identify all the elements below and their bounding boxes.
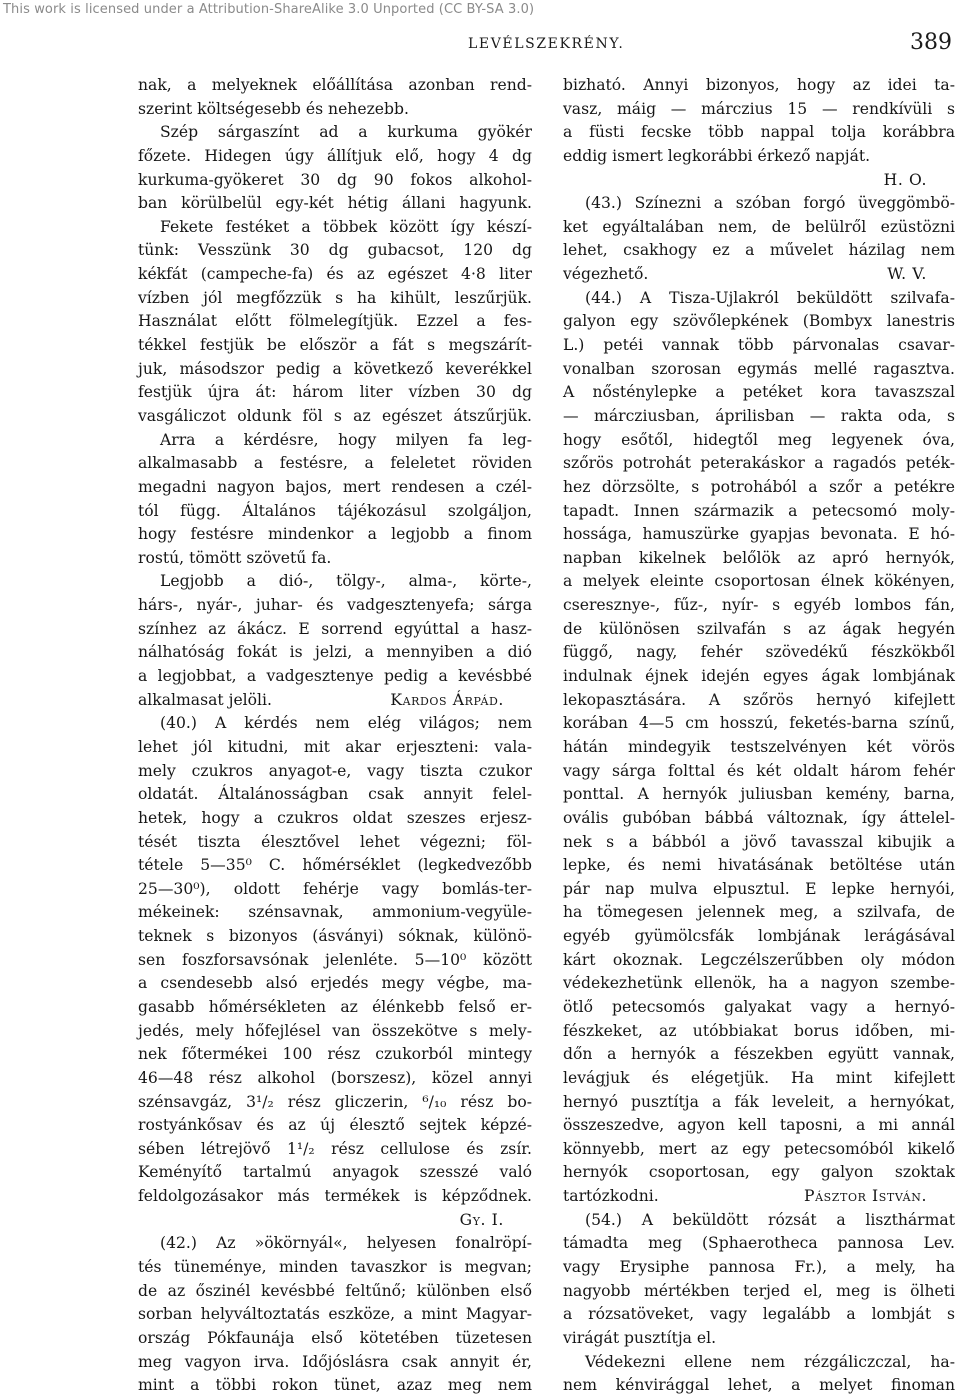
text-line (138, 405, 532, 429)
text-line (563, 570, 955, 594)
text-line (138, 1209, 532, 1233)
line-text: vagy Erysiphe pannosa Fr.), a mely, ha (563, 1258, 955, 1277)
line-text: hogy esőtől, hidegtől meg legyenek óva, (563, 430, 955, 449)
text-line (138, 334, 532, 358)
text-line (138, 287, 532, 311)
line-text: hez dörzsölte, s potrohából a szőr a petékre (563, 477, 955, 496)
text-line (138, 618, 532, 642)
text-line (138, 712, 532, 736)
text-line (138, 1303, 532, 1327)
line-text: vízben jól megfőzzük s ha kihült, leszűrjük. (138, 288, 532, 307)
line-text: a füsti fecske több nappal tolja korábbra (563, 123, 955, 142)
line-text: lepke, és nemi hivatásának betöltése után (563, 856, 955, 875)
line-text: Fekete festéket a többek között így készí- (160, 217, 532, 236)
line-text: hetek, hogy a czukros oldat szeszes erjesz- (138, 808, 532, 827)
text-line (563, 1232, 955, 1256)
line-text: a melyek eleinte csoportosan élnek kökényen, (563, 572, 955, 591)
line-text: (44.) A Tisza-Ujlakról beküldött szilvafa- (585, 288, 955, 307)
text-line (138, 1232, 532, 1256)
line-text: (54.) A beküldött rózsát a liszthármat (585, 1210, 955, 1229)
text-line (563, 925, 955, 949)
line-text: Használat előtt fölmelegítjük. Ezzel a fes- (138, 312, 532, 331)
text-line (138, 831, 532, 855)
line-text: lehet jól kitudni, mit akar erjeszteni: vala- (138, 737, 532, 756)
line-text: alkalmasat jelöli. (138, 690, 272, 709)
text-line (138, 74, 532, 98)
line-text: lehet, csakhogy ez a művelet házilag nem (563, 241, 955, 260)
text-line (138, 689, 532, 713)
text-line (138, 570, 532, 594)
text-line (563, 1043, 955, 1067)
line-text: eddig ismert legkorábbi érkező napját. (563, 146, 871, 165)
text-line (563, 547, 955, 571)
text-line (563, 74, 955, 98)
line-text: könnyebb, mert az egy petecsomóból kikelő (563, 1139, 955, 1158)
text-line (138, 239, 532, 263)
line-text: Legjobb a dió-, tölgy-, alma-, körte-, (160, 572, 532, 591)
text-line (563, 831, 955, 855)
line-text: tünk: Vesszünk 30 dg gubacsot, 120 dg (138, 241, 532, 260)
text-line (138, 263, 532, 287)
line-text: (40.) A kérdés nem elég világos; nem (160, 714, 532, 733)
line-text: ha tömegesen jelennek meg, a szilvafa, de (563, 903, 955, 922)
line-text: kárt okoznak. Legczélszerűbben oly módon (563, 950, 955, 969)
line-text: cseresznye-, fűz-, nyír- s egyéb lombos fán, (563, 596, 955, 615)
line-text: feldolgozásakor más termékek is képződnek. (138, 1187, 532, 1206)
text-line (563, 1020, 955, 1044)
line-text: festjük újra át: három liter vízben 30 dg (138, 383, 532, 402)
text-line (563, 121, 955, 145)
line-text: kékfát (campeche-fa) és az egészet 4·8 liter (138, 265, 532, 284)
text-line (563, 429, 955, 453)
text-line (563, 169, 955, 193)
left-column (138, 74, 532, 1398)
line-text: összeszedve, agyon kell taposni, a mi annál (563, 1116, 955, 1135)
line-text: virágát pusztítja el. (563, 1328, 717, 1347)
line-text: Arra a kérdésre, hogy milyen fa leg- (160, 430, 532, 449)
text-line (563, 334, 955, 358)
text-line (563, 1351, 955, 1375)
text-line (138, 1327, 532, 1351)
line-text: hernyó pusztítja a fák leveleit, a hernyókat, (563, 1092, 955, 1111)
text-line (138, 452, 532, 476)
line-text: hátán mindegyik testszelvényen két vörös (563, 737, 955, 756)
line-text: lekopasztására. A szőrös hernyó kifejlett (563, 690, 955, 709)
line-text: fészkeket, az utóbbiakat borus időben, mi- (563, 1021, 955, 1040)
text-line (563, 216, 955, 240)
line-text: szőrös potrohát peterakáskor a ragadós peték- (563, 454, 955, 473)
text-line (563, 901, 955, 925)
line-text: ovális gubóban bábbá változnak, így áttelel- (563, 808, 955, 827)
line-text: hárs-, nyár-, juhar- és vadgesztenyefa; sárga (138, 596, 532, 615)
text-line (563, 712, 955, 736)
line-text: oldatát. Általánosságban csak annyit felel- (138, 785, 532, 804)
text-line (563, 263, 955, 287)
line-text: levágjuk és elégetjük. Ha mint kifejlett (563, 1068, 955, 1087)
text-line (138, 594, 532, 618)
line-text: támadta meg (Sphaerotheca pannosa Lev. (563, 1234, 955, 1253)
line-text: tését tiszta élesztővel lehet végezni; föl- (138, 832, 532, 851)
text-line (138, 996, 532, 1020)
signature: H. O. (883, 170, 927, 189)
line-text: indulnak éjnek idején egyes ágak lombjának (563, 667, 955, 686)
text-line (563, 405, 955, 429)
line-text: kurkuma-gyökeret 30 dg 90 fokos alkohol- (138, 170, 532, 189)
text-line (563, 381, 955, 405)
text-line (138, 1256, 532, 1280)
text-line (138, 665, 532, 689)
line-text: a legjobbat, a vadgesztenye pedig a kevésbbé (138, 667, 532, 686)
text-line (138, 1138, 532, 1162)
line-text: végezhető. (563, 265, 649, 284)
text-line (563, 878, 955, 902)
text-line (563, 1091, 955, 1115)
line-text: hernyók csoportosan, egy galyon szoktak (563, 1163, 955, 1182)
text-line (138, 641, 532, 665)
text-line (563, 594, 955, 618)
right-column (563, 74, 955, 1398)
text-line (138, 878, 532, 902)
signature: Gy. I. (459, 1210, 504, 1229)
text-line (138, 760, 532, 784)
text-line (138, 1020, 532, 1044)
text-line (138, 429, 532, 453)
text-line (563, 641, 955, 665)
line-text: megadni nagyon bajos, mert rendesen a czél- (138, 477, 532, 496)
line-text: Védekezni ellene nem rézgáliczczal, ha- (585, 1352, 955, 1371)
text-line (138, 169, 532, 193)
text-line (138, 1067, 532, 1091)
text-line (563, 1185, 955, 1209)
text-line (563, 760, 955, 784)
line-text: teknek s bizonyos (ásványi) sóknak, különö- (138, 927, 532, 946)
line-text: tétele 5—35⁰ C. hőmérséklet (legkedvezőbb (138, 856, 532, 875)
text-line (138, 736, 532, 760)
text-line (138, 310, 532, 334)
text-line (138, 1351, 532, 1375)
text-line (138, 381, 532, 405)
text-line (563, 1209, 955, 1233)
text-line (563, 145, 955, 169)
line-text: ket egyáltalában nem, de belülről ezüstözni (563, 217, 955, 236)
line-text: függő, nagy, fehér szövedékű fészkökből (563, 643, 955, 662)
line-text: korában 4—5 cm hosszú, feketés-barna színű, (563, 714, 955, 733)
line-text: vasgáliczot oldunk föl s az egészet átszűrjük. (138, 406, 532, 425)
text-line (563, 1067, 955, 1091)
signature: Pásztor István. (804, 1187, 927, 1206)
line-text: ban körülbelül egy-két hétig állani hagyunk. (138, 194, 532, 213)
line-text: mékeinek: szénsavnak, ammonium-vegyüle- (138, 903, 532, 922)
line-text: vasz, máig — márczius 15 — rendkívüli s (563, 99, 955, 118)
text-line (563, 807, 955, 831)
text-line (138, 358, 532, 382)
text-line (138, 1043, 532, 1067)
text-line (563, 310, 955, 334)
text-line (563, 854, 955, 878)
line-text: sen foszforsavsónak jelenléte. 5—10⁰ között (138, 950, 532, 969)
text-line (563, 1256, 955, 1280)
text-line (563, 1303, 955, 1327)
text-line (138, 121, 532, 145)
text-line (138, 523, 532, 547)
line-text: A nősténylepke a petéket kora tavaszszal (563, 383, 955, 402)
line-text: nek főtermékei 100 rész czukorból mintegy (138, 1045, 532, 1064)
text-line (563, 972, 955, 996)
text-line (563, 1161, 955, 1185)
line-text: pár nap mulva elpusztul. E lepke hernyói, (563, 879, 955, 898)
text-line (138, 500, 532, 524)
line-text: galyon egy szövőlepkének (Bombyx lanestris (563, 312, 955, 331)
line-text: juk, másodszor pedig a következő keverékkel (138, 359, 532, 378)
line-text: bizható. Annyi bizonyos, hogy az idei ta- (563, 76, 955, 94)
line-text: hogy festésre mindenkor a legjobb a finom (138, 525, 532, 544)
text-line (138, 1091, 532, 1115)
line-text: tartózkodni. (563, 1187, 659, 1206)
text-line (563, 239, 955, 263)
text-line (563, 1138, 955, 1162)
line-text: gasabb hőmérsékleten az élénkebb felső er- (138, 997, 532, 1016)
text-line (563, 192, 955, 216)
text-line (563, 358, 955, 382)
line-text: tól függ. Általános tájékozásul szolgáljon, (138, 501, 532, 520)
text-line (563, 287, 955, 311)
text-line (563, 1280, 955, 1304)
text-line (138, 854, 532, 878)
text-line (563, 783, 955, 807)
line-text: 46—48 rész alkohol (borszesz), közel annyi (138, 1068, 532, 1087)
line-text: L.) petéi vannak több párvonalas csavar- (563, 336, 955, 355)
line-text: védekezhetünk ellenök, ha a nagyon szembe- (563, 974, 955, 993)
line-text: sében létrejövő 1¹/₂ rész cellulose és zsír. (138, 1139, 532, 1158)
line-text: színhez az ákácz. E sorrend egyúttal a hasz- (138, 619, 532, 638)
text-line (563, 689, 955, 713)
text-line (563, 618, 955, 642)
text-line (563, 452, 955, 476)
text-line (138, 1114, 532, 1138)
line-text: alkalmasabb a festésre, a feleletet röviden (138, 454, 532, 473)
line-text: mint a többi rokon tünet, azaz meg nem (138, 1376, 532, 1395)
license-notice: This work is licensed under a Attribution-ShareAlike 3.0 Unported (CC BY-SA 3.0) (3, 2, 535, 17)
line-text: — márcziusban, áprilisban — rakta oda, s (563, 406, 955, 425)
line-text: meg vagyon irva. Időjóslásra csak annyit ér, (138, 1352, 532, 1371)
text-line (138, 1280, 532, 1304)
line-text: vagy sárga folttal és két oldalt három fehér (563, 761, 955, 780)
text-line (138, 1161, 532, 1185)
line-text: a rózsatöveket, vagy legalább a lombját s (563, 1305, 955, 1324)
text-line (563, 996, 955, 1020)
text-line (138, 98, 532, 122)
line-text: ország Pókfaunája első kötetében tüzetesen (138, 1328, 532, 1347)
line-text: nak, a melyeknek előállítása azonban rend- (138, 76, 532, 94)
page-number: 389 (910, 30, 952, 55)
text-line (563, 500, 955, 524)
line-text: (42.) Az »ökörnyál«, helyesen fonalröpí- (160, 1234, 532, 1253)
line-text: nagyobb mértékben terjed el, meg is ölheti (563, 1281, 955, 1300)
line-text: vonalban szorosan egymás mellé ragasztva. (563, 359, 955, 378)
line-text: nek s a bábból a jövő tavasszal kibujik a (563, 832, 955, 851)
line-text: 25—30⁰), oldott fehérje vagy bomlás-ter- (138, 879, 532, 898)
line-text: (43.) Színezni a szóban forgó üveggömbö- (585, 194, 955, 213)
text-line (563, 1327, 955, 1351)
text-line (563, 98, 955, 122)
line-text: nálhatóság fokát is jelzi, a mennyiben a dió (138, 643, 532, 662)
line-text: Szép sárgaszínt ad a kurkuma gyökér (160, 123, 532, 142)
text-line (138, 972, 532, 996)
text-line (138, 1374, 532, 1398)
line-text: de az őszinél kevésbbé feltűnő; különben első (138, 1281, 532, 1300)
line-text: dőn a hernyók a fészekben együtt vannak, (563, 1045, 955, 1064)
text-line (138, 1185, 532, 1209)
signature: W. V. (887, 265, 927, 284)
text-line (138, 476, 532, 500)
line-text: tékkel festjük be először a fát s megszárít- (138, 336, 532, 355)
text-line (563, 736, 955, 760)
line-text: napban kikelnek belőlök az apró hernyók, (563, 548, 955, 567)
text-line (138, 925, 532, 949)
text-line (563, 523, 955, 547)
text-line (563, 949, 955, 973)
signature: Kardos Árpád. (390, 690, 504, 709)
line-text: mely czukros anyagot-e, vagy tiszta czukor (138, 761, 532, 780)
line-text: de különösen szilvafán s az ágak hegyén (563, 619, 955, 638)
line-text: nem kénvirággal lehet, a melyet finoman (563, 1376, 955, 1395)
line-text: rostyánkősav és az új élesztő sejtek képzé- (138, 1116, 532, 1135)
text-line (138, 807, 532, 831)
text-line (138, 783, 532, 807)
text-line (138, 216, 532, 240)
line-text: egyéb gyümölcsfák lombjának lerágásával (563, 927, 955, 946)
text-line (138, 949, 532, 973)
text-line (138, 547, 532, 571)
line-text: ötlő petecsomós galyakat vagy a hernyó- (563, 997, 955, 1016)
text-line (563, 476, 955, 500)
line-text: jedés, mely hőfejlésel van összekötve s mely- (138, 1021, 532, 1040)
line-text: hossága, hamuszürke gyapjas bevonata. E hó- (563, 525, 955, 544)
text-line (138, 901, 532, 925)
line-text: Keményítő tartalmú anyagok szesszé való (138, 1163, 532, 1182)
text-line (138, 192, 532, 216)
line-text: ponttal. A hernyók juliusban kemény, barna, (563, 785, 955, 804)
line-text: főzete. Hidegen úgy állítjuk elő, hogy 4 dg (138, 146, 532, 165)
line-text: szerint költségesebb és nehezebb. (138, 99, 409, 118)
running-head: LEVÉLSZEKRÉNY. (468, 36, 625, 52)
line-text: tapadt. Innen származik a petecsomó moly- (563, 501, 955, 520)
line-text: rostú, tömött szövetű fa. (138, 548, 332, 567)
line-text: sorban helyváltoztatás eszköze, a mint Magyar- (138, 1305, 532, 1324)
text-line (563, 1114, 955, 1138)
text-line (563, 665, 955, 689)
line-text: tés tüneménye, minden tavaszkor is megvan; (138, 1258, 532, 1277)
text-line (138, 145, 532, 169)
text-line (563, 1374, 955, 1398)
line-text: szénsavgáz, 3¹/₂ rész gliczerin, ⁶/₁₀ rész bo- (138, 1092, 532, 1111)
line-text: a csendesebb alsó erjedés megy végbe, ma- (138, 974, 532, 993)
